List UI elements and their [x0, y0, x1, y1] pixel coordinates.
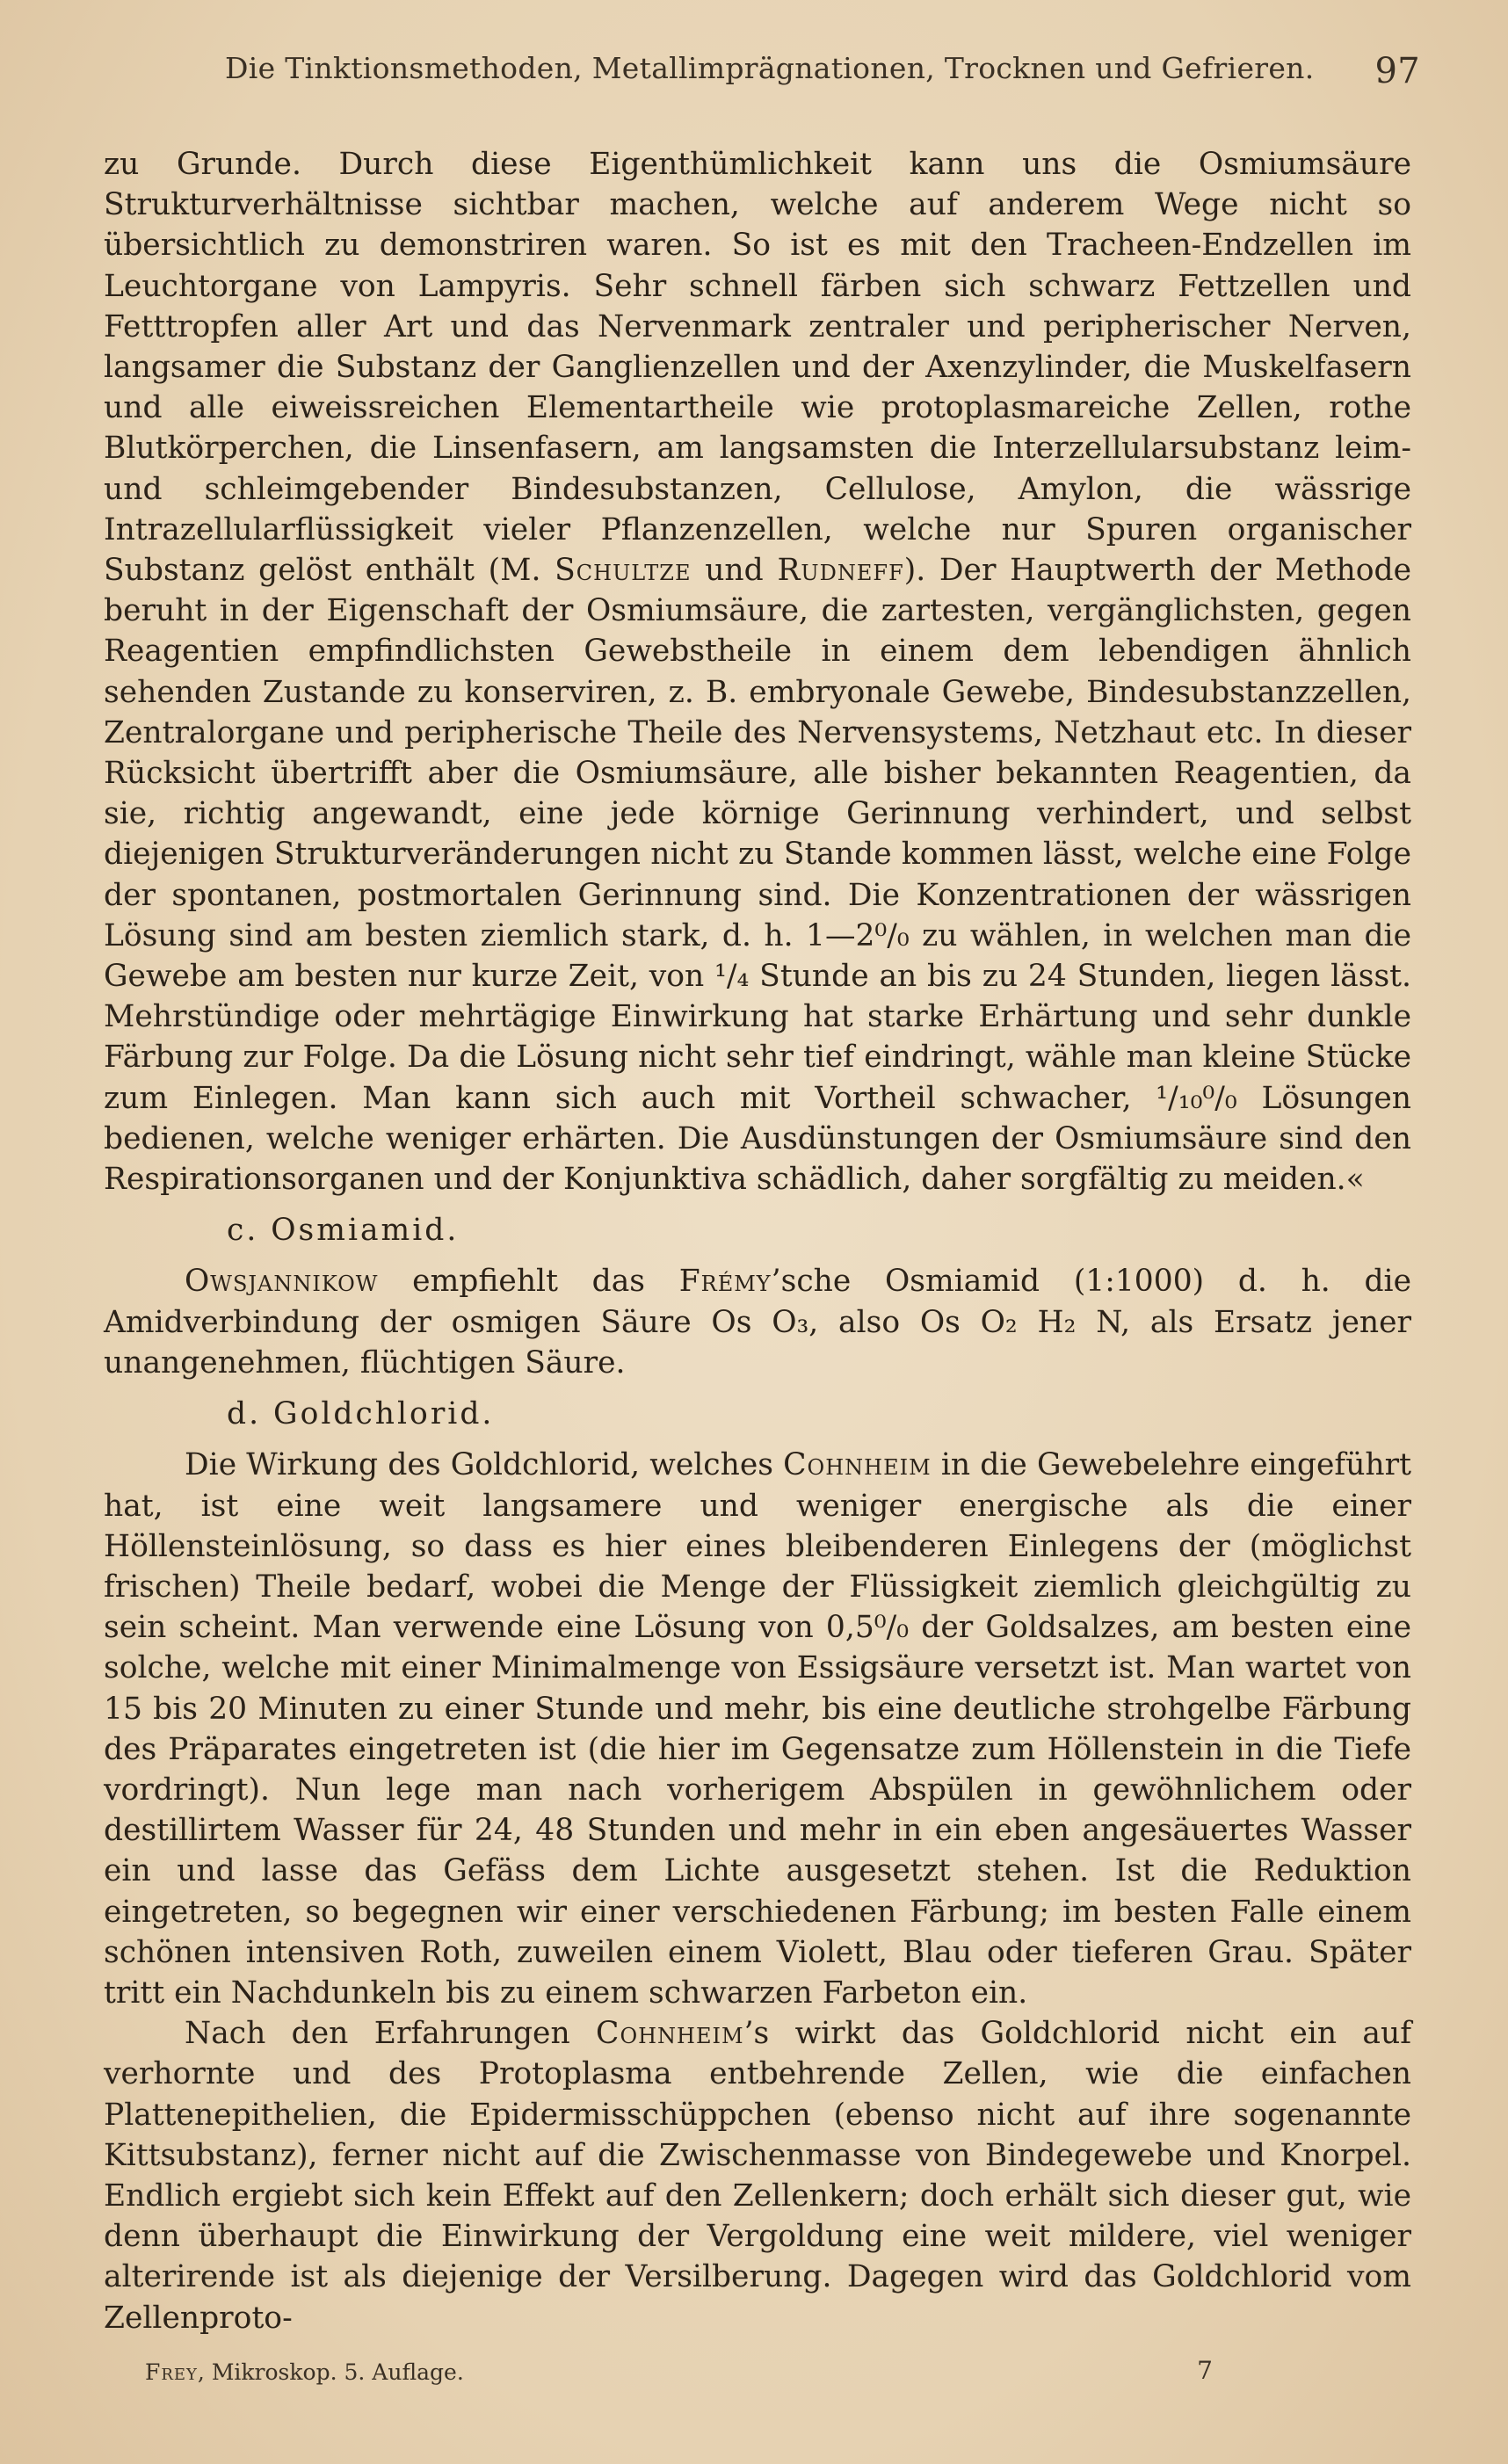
author-name: Cohnheim — [596, 2016, 744, 2052]
page-number: 97 — [1374, 51, 1420, 91]
footer-text: , Mikroskop. 5. Auflage. — [197, 2359, 464, 2385]
author-name: Schultze — [555, 553, 692, 589]
body-text — [104, 144, 1411, 2338]
author-name: Cohnheim — [783, 1447, 932, 1483]
author-name: Owsjannikow — [185, 1264, 379, 1300]
paragraph-cohnheim: Nach den Erfahrungen Cohnheim’s wirkt das Goldchlorid nicht ein auf verhornte und des Protoplasma entbehrende Zellen, wie die einfachen Plattenepithelien, die Epidermisschüppchen (ebenso nicht auf ihre sogenannte Kittsubstanz), ferner nicht auf die Zwischenmasse von Bindegewebe und Knorpel. Endlich ergiebt sich kein Effekt auf den Zellenkern; doch erhält sich dieser gut, wie denn überhaupt die Einwirkung der Vergoldung eine weit mildere, viel weniger alterirende ist als diejenige der Versilberung. Dagegen wird das Goldchlorid vom Zellenproto- — [104, 2016, 1411, 2336]
page-footer — [145, 2356, 1213, 2385]
signature-mark: 7 — [1197, 2356, 1213, 2385]
subsection-heading-goldchlorid: d. Goldchlorid. — [227, 1396, 495, 1432]
author-name: Frémy — [678, 1264, 772, 1300]
author-name: Rudneff — [777, 553, 904, 589]
subsection-heading-osmiamid: c. Osmiamid. — [227, 1213, 460, 1249]
header-title: Die Tinktionsmethoden, Metallimprägnationen, Trocknen und Gefrieren. — [225, 51, 1315, 85]
paragraph-osmium: zu Grunde. Durch diese Eigenthümlichkeit kann uns die Osmiumsäure Strukturverhältnisse sichtbar machen, welche auf anderem Wege nicht so übersichtlich zu demonstriren waren. So ist es mit den Tracheen-Endzellen im Leuchtorgane von Lampyris. Sehr schnell färben sich schwarz Fettzellen und Fetttropfen aller Art und das Nervenmark zentraler und peripherischer Nerven, langsamer die Substanz der Ganglienzellen und der Axenzylinder, die Muskelfasern und alle eiweissreichen Elementartheile wie protoplasmareiche Zellen, rothe Blutkörperchen, die Linsenfasern, am langsamsten die Interzellularsubstanz leim- und schleimgebender Bindesubstanzen, Cellulose, Amylon, die wässrige Intrazellularflüssigkeit vieler Pflanzenzellen, welche nur Spuren organischer Substanz gelöst enthält (M. Schultze und Rudneff). Der Hauptwerth der Methode beruht in der Eigenschaft der Osmiumsäure, die zartesten, vergänglichsten, gegen Reagentien empfindlichsten Gewebstheile in einem dem lebendigen ähnlich sehenden Zustande zu konserviren, z. B. embryonale Gewebe, Bindesubstanzzellen, Zentralorgane und peripherische Theile des Nervensystems, Netzhaut etc. In dieser Rücksicht übertrifft aber die Osmiumsäure, alle bisher bekannten Reagentien, da sie, richtig angewandt, eine jede körnige Gerinnung verhindert, und selbst diejenigen Strukturveränderungen nicht zu Stande kommen lässt, welche eine Folge der spontanen, postmortalen Gerinnung sind. Die Konzentrationen der wässrigen Lösung sind am besten ziemlich stark, d. h. 1—2⁰/₀ zu wählen, in welchen man die Gewebe am besten nur kurze Zeit, von ¹/₄ Stunde an bis zu 24 Stunden, liegen lässt. Mehrstündige oder mehrtägige Einwirkung hat starke Erhärtung und sehr dunkle Färbung zur Folge. Da die Lösung nicht sehr tief eindringt, wähle man kleine Stücke zum Einlegen. Man kann sich auch mit Vortheil schwacher, ¹/₁₀⁰/₀ Lösungen bedienen, welche weniger erhärten. Die Ausdünstungen der Osmiumsäure sind den Respirationsorganen und der Konjunktiva schädlich, daher sorgfältig zu meiden.« — [104, 147, 1412, 1198]
paragraph-goldchlorid: Die Wirkung des Goldchlorid, welches Cohnheim in die Gewebelehre eingeführt hat, ist eine weit langsamere und weniger energische als die einer Höllensteinlösung, so dass es hier eines bleibenderen Einlegens der (möglichst frischen) Theile bedarf, wobei die Menge der Flüssigkeit ziemlich gleichgültig zu sein scheint. Man verwende eine Lösung von 0,5⁰/₀ der Goldsalzes, am besten eine solche, welche mit einer Minimalmenge von Essigsäure versetzt ist. Man wartet von 15 bis 20 Minuten zu einer Stunde und mehr, bis eine deutliche strohgelbe Färbung des Präparates eingetreten ist (die hier im Gegensatze zum Höllenstein in die Tiefe vordringt). Nun lege man nach vorherigem Abspülen in gewöhnlichem oder destillirtem Wasser für 24, 48 Stunden und mehr in ein eben angesäuertes Wasser ein und lasse das Gefäss dem Lichte ausgesetzt stehen. Ist die Reduktion eingetreten, so begegnen wir einer verschiedenen Färbung; im besten Falle einem schönen intensiven Roth, zuweilen einem Violett, Blau oder tieferen Grau. Später tritt ein Nachdunkeln bis zu einem schwarzen Farbeton ein. — [104, 1447, 1411, 2011]
running-header — [225, 51, 1420, 91]
paragraph-osmiamid: Owsjannikow empfiehlt das Frémy’sche Osmiamid (1:1000) d. h. die Amidverbindung der osmigen Säure Os O₃, also Os O₂ H₂ N, als Ersatz jener unangenehmen, flüchtigen Säure. — [104, 1264, 1411, 1381]
footer-author: Frey — [145, 2359, 198, 2385]
